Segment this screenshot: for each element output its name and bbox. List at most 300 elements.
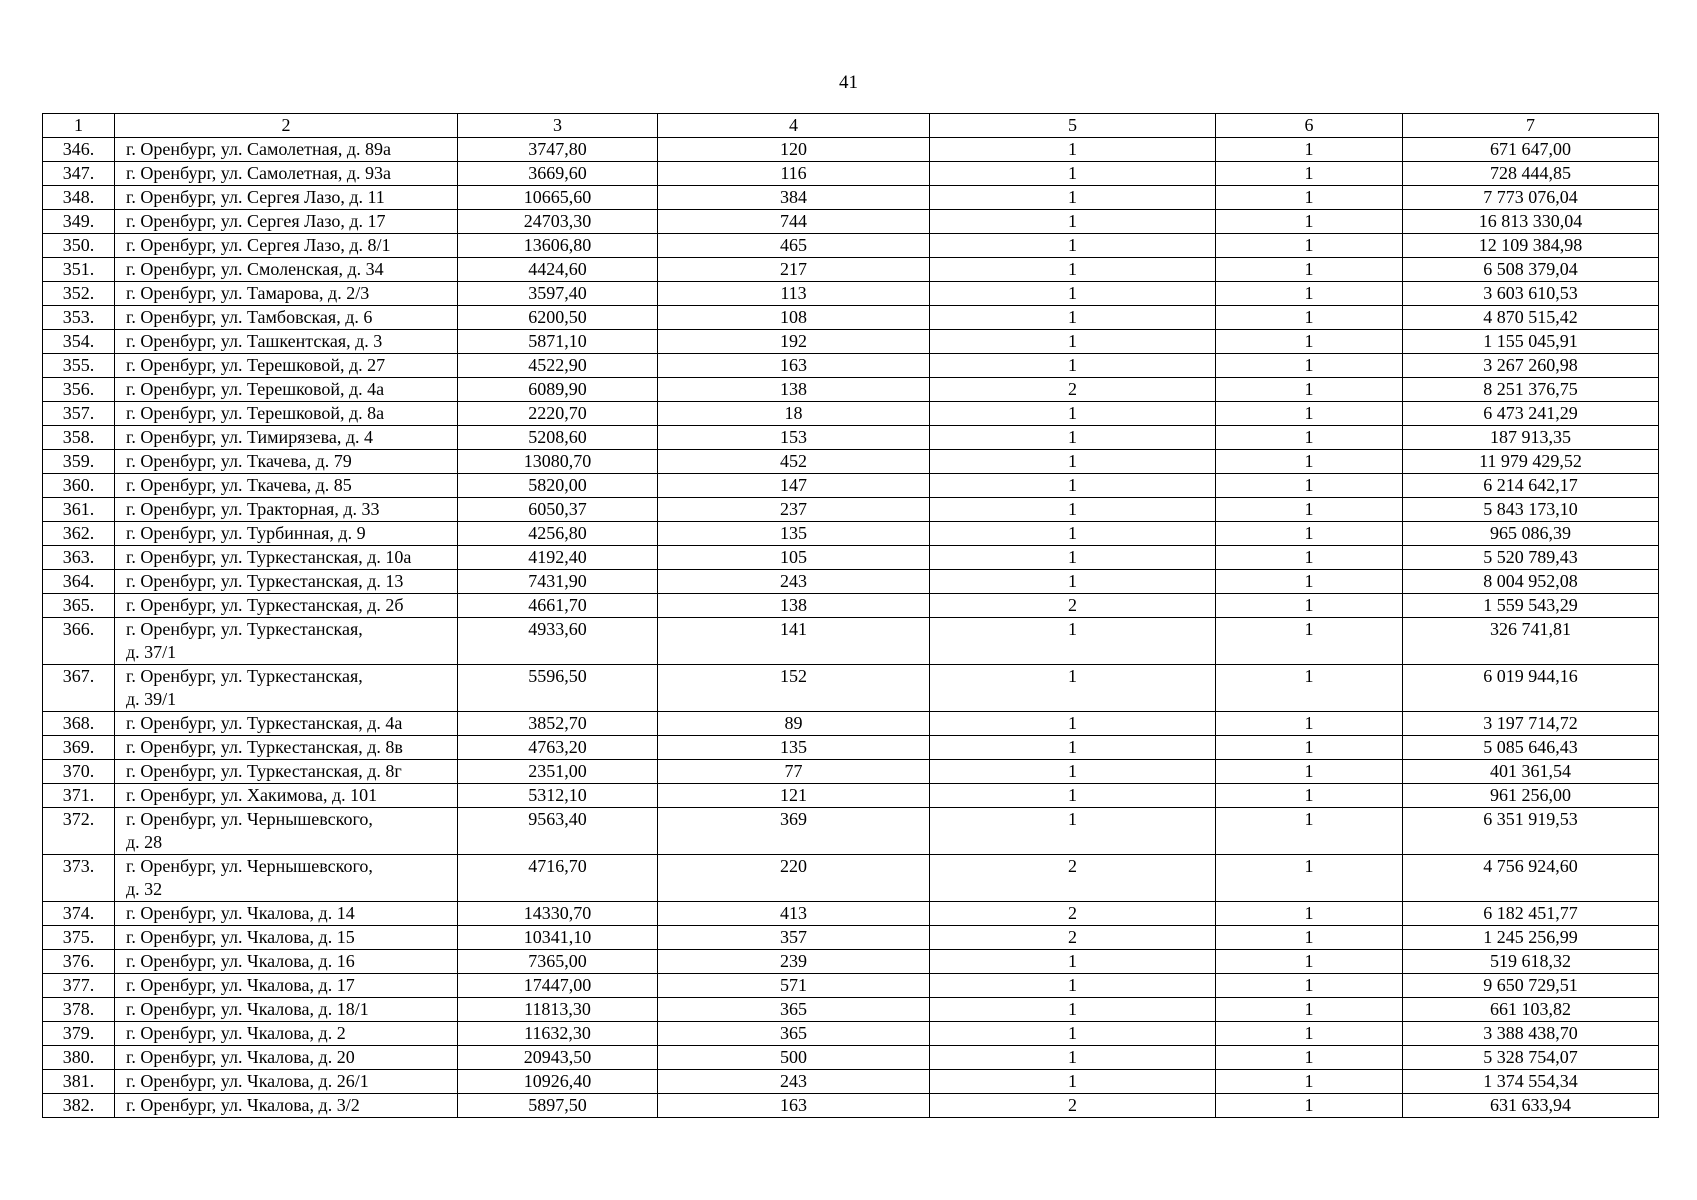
column-5-cell: 2 [930,1094,1216,1118]
area-cell: 4256,80 [458,522,658,546]
amount-cell: 5 520 789,43 [1403,546,1659,570]
column-5-cell: 2 [930,926,1216,950]
count-cell: 163 [658,354,930,378]
count-cell: 108 [658,306,930,330]
table-row [43,712,1659,736]
count-cell: 357 [658,926,930,950]
row-number-cell: 382. [43,1094,115,1118]
column-5-cell: 1 [930,950,1216,974]
column-5-cell: 1 [930,282,1216,306]
address-line: г. Оренбург, ул. Чкалова, д. 15 [126,927,355,947]
column-6-cell: 1 [1216,282,1403,306]
address-line-continued: д. 39/1 [126,689,177,709]
count-cell: 135 [658,522,930,546]
count-cell: 413 [658,902,930,926]
address-line: г. Оренбург, ул. Тамбовская, д. 6 [126,307,373,327]
column-5-cell: 1 [930,330,1216,354]
address-cell [115,1070,458,1094]
count-cell: 18 [658,402,930,426]
address-cell [115,712,458,736]
address-line: г. Оренбург, ул. Тракторная, д. 33 [126,499,380,519]
area-cell: 11813,30 [458,998,658,1022]
amount-cell: 728 444,85 [1403,162,1659,186]
area-cell: 2220,70 [458,402,658,426]
column-5-cell: 1 [930,998,1216,1022]
address-line: г. Оренбург, ул. Ткачева, д. 85 [126,475,352,495]
address-line: г. Оренбург, ул. Смоленская, д. 34 [126,259,384,279]
address-line: г. Оренбург, ул. Чкалова, д. 14 [126,903,355,923]
column-6-cell: 1 [1216,450,1403,474]
count-cell: 105 [658,546,930,570]
table-row [43,186,1659,210]
count-cell: 138 [658,594,930,618]
address-cell [115,282,458,306]
address-cell [115,234,458,258]
address-line: г. Оренбург, ул. Туркестанская, д. 8г [126,761,402,781]
count-cell: 465 [658,234,930,258]
count-cell: 452 [658,450,930,474]
table-row [43,974,1659,998]
amount-cell: 6 508 379,04 [1403,258,1659,282]
column-5-cell: 1 [930,546,1216,570]
table-row [43,618,1659,665]
amount-cell: 1 559 543,29 [1403,594,1659,618]
address-line: г. Оренбург, ул. Самолетная, д. 89а [126,139,392,159]
column-6-cell: 1 [1216,1094,1403,1118]
address-cell [115,1094,458,1118]
amount-cell: 961 256,00 [1403,784,1659,808]
count-cell: 89 [658,712,930,736]
column-5-cell: 1 [930,1070,1216,1094]
amount-cell: 326 741,81 [1403,618,1659,665]
address-line: г. Оренбург, ул. Турбинная, д. 9 [126,523,366,543]
row-number-cell: 378. [43,998,115,1022]
amount-cell: 6 182 451,77 [1403,902,1659,926]
address-cell [115,1046,458,1070]
column-6-cell: 1 [1216,522,1403,546]
address-line: г. Оренбург, ул. Терешковой, д. 8а [126,403,385,423]
address-cell [115,855,458,902]
amount-cell: 5 085 646,43 [1403,736,1659,760]
area-cell: 11632,30 [458,1022,658,1046]
row-number-cell: 363. [43,546,115,570]
amount-cell: 1 245 256,99 [1403,926,1659,950]
count-cell: 77 [658,760,930,784]
column-5-cell: 1 [930,522,1216,546]
column-6-cell: 1 [1216,926,1403,950]
address-cell [115,522,458,546]
row-number-cell: 372. [43,808,115,855]
column-header: 3 [458,114,658,138]
count-cell: 365 [658,998,930,1022]
amount-cell: 401 361,54 [1403,760,1659,784]
area-cell: 5897,50 [458,1094,658,1118]
row-number-cell: 364. [43,570,115,594]
area-cell: 13606,80 [458,234,658,258]
address-cell [115,570,458,594]
column-6-cell: 1 [1216,855,1403,902]
area-cell: 4661,70 [458,594,658,618]
table-row [43,378,1659,402]
column-5-cell: 1 [930,186,1216,210]
column-6-cell: 1 [1216,378,1403,402]
count-cell: 369 [658,808,930,855]
area-cell: 5871,10 [458,330,658,354]
area-cell: 14330,70 [458,902,658,926]
table-row [43,784,1659,808]
table-row [43,855,1659,902]
address-line: г. Оренбург, ул. Чкалова, д. 26/1 [126,1071,369,1091]
amount-cell: 8 251 376,75 [1403,378,1659,402]
amount-cell: 4 870 515,42 [1403,306,1659,330]
column-6-cell: 1 [1216,474,1403,498]
amount-cell: 8 004 952,08 [1403,570,1659,594]
address-line: г. Оренбург, ул. Ткачева, д. 79 [126,451,352,471]
address-line: г. Оренбург, ул. Чкалова, д. 20 [126,1047,355,1067]
column-5-cell: 1 [930,426,1216,450]
column-6-cell: 1 [1216,736,1403,760]
amount-cell: 4 756 924,60 [1403,855,1659,902]
address-line: г. Оренбург, ул. Туркестанская, д. 8в [126,737,403,757]
column-6-cell: 1 [1216,974,1403,998]
table-row [43,258,1659,282]
area-cell: 6089,90 [458,378,658,402]
row-number-cell: 347. [43,162,115,186]
data-table [42,113,1659,1118]
address-cell [115,450,458,474]
column-6-cell: 1 [1216,234,1403,258]
area-cell: 24703,30 [458,210,658,234]
column-header: 1 [43,114,115,138]
address-line: г. Оренбург, ул. Туркестанская, д. 4а [126,713,403,733]
amount-cell: 1 155 045,91 [1403,330,1659,354]
count-cell: 138 [658,378,930,402]
column-5-cell: 1 [930,712,1216,736]
row-number-cell: 371. [43,784,115,808]
address-line: г. Оренбург, ул. Туркестанская, [126,666,363,686]
address-line: г. Оренбург, ул. Чкалова, д. 17 [126,975,355,995]
column-6-cell: 1 [1216,1070,1403,1094]
address-line-continued: д. 28 [126,832,163,852]
address-line: г. Оренбург, ул. Сергея Лазо, д. 17 [126,211,386,231]
column-5-cell: 1 [930,760,1216,784]
area-cell: 9563,40 [458,808,658,855]
area-cell: 4192,40 [458,546,658,570]
address-cell [115,258,458,282]
column-header: 6 [1216,114,1403,138]
address-cell [115,1022,458,1046]
column-5-cell: 1 [930,210,1216,234]
row-number-cell: 377. [43,974,115,998]
row-number-cell: 348. [43,186,115,210]
table-row [43,402,1659,426]
row-number-cell: 379. [43,1022,115,1046]
row-number-cell: 367. [43,665,115,712]
row-number-cell: 350. [43,234,115,258]
count-cell: 744 [658,210,930,234]
table-row [43,902,1659,926]
address-line: г. Оренбург, ул. Чкалова, д. 2 [126,1023,346,1043]
count-cell: 121 [658,784,930,808]
column-6-cell: 1 [1216,784,1403,808]
row-number-cell: 380. [43,1046,115,1070]
area-cell: 2351,00 [458,760,658,784]
column-5-cell: 1 [930,1046,1216,1070]
area-cell: 4716,70 [458,855,658,902]
column-5-cell: 1 [930,618,1216,665]
row-number-cell: 373. [43,855,115,902]
column-5-cell: 1 [930,234,1216,258]
row-number-cell: 368. [43,712,115,736]
address-cell [115,736,458,760]
address-cell [115,594,458,618]
count-cell: 135 [658,736,930,760]
address-cell [115,902,458,926]
address-line: г. Оренбург, ул. Тимирязева, д. 4 [126,427,373,447]
column-6-cell: 1 [1216,712,1403,736]
column-5-cell: 1 [930,974,1216,998]
table-row [43,1022,1659,1046]
address-line-continued: д. 32 [126,879,163,899]
column-5-cell: 1 [930,162,1216,186]
column-6-cell: 1 [1216,1046,1403,1070]
table-row [43,594,1659,618]
amount-cell: 661 103,82 [1403,998,1659,1022]
count-cell: 239 [658,950,930,974]
address-line: г. Оренбург, ул. Туркестанская, д. 2б [126,595,404,615]
amount-cell: 6 351 919,53 [1403,808,1659,855]
column-6-cell: 1 [1216,498,1403,522]
address-cell [115,665,458,712]
address-line: г. Оренбург, ул. Чернышевского, [126,809,373,829]
column-6-cell: 1 [1216,138,1403,162]
count-cell: 192 [658,330,930,354]
area-cell: 3669,60 [458,162,658,186]
column-5-cell: 1 [930,402,1216,426]
row-number-cell: 353. [43,306,115,330]
area-cell: 7431,90 [458,570,658,594]
amount-cell: 11 979 429,52 [1403,450,1659,474]
address-cell [115,926,458,950]
area-cell: 10341,10 [458,926,658,950]
row-number-cell: 375. [43,926,115,950]
column-5-cell: 1 [930,736,1216,760]
address-cell [115,378,458,402]
address-cell [115,618,458,665]
column-5-cell: 1 [930,474,1216,498]
row-number-cell: 352. [43,282,115,306]
column-6-cell: 1 [1216,998,1403,1022]
area-cell: 6050,37 [458,498,658,522]
count-cell: 237 [658,498,930,522]
table-row [43,998,1659,1022]
column-5-cell: 1 [930,1022,1216,1046]
address-line: г. Оренбург, ул. Чкалова, д. 16 [126,951,355,971]
address-cell [115,354,458,378]
row-number-cell: 361. [43,498,115,522]
amount-cell: 3 388 438,70 [1403,1022,1659,1046]
address-cell [115,760,458,784]
address-cell [115,974,458,998]
count-cell: 217 [658,258,930,282]
count-cell: 571 [658,974,930,998]
address-line: г. Оренбург, ул. Туркестанская, д. 10а [126,547,412,567]
area-cell: 5820,00 [458,474,658,498]
row-number-cell: 366. [43,618,115,665]
area-cell: 3852,70 [458,712,658,736]
column-6-cell: 1 [1216,258,1403,282]
area-cell: 6200,50 [458,306,658,330]
address-line: г. Оренбург, ул. Самолетная, д. 93а [126,163,392,183]
table-row [43,570,1659,594]
table-row [43,760,1659,784]
table-row [43,306,1659,330]
amount-cell: 631 633,94 [1403,1094,1659,1118]
column-5-cell: 1 [930,138,1216,162]
column-6-cell: 1 [1216,402,1403,426]
amount-cell: 16 813 330,04 [1403,210,1659,234]
table-row [43,162,1659,186]
address-line: г. Оренбург, ул. Сергея Лазо, д. 8/1 [126,235,391,255]
column-6-cell: 1 [1216,186,1403,210]
count-cell: 113 [658,282,930,306]
amount-cell: 6 019 944,16 [1403,665,1659,712]
amount-cell: 6 473 241,29 [1403,402,1659,426]
area-cell: 3747,80 [458,138,658,162]
count-cell: 152 [658,665,930,712]
count-cell: 220 [658,855,930,902]
area-cell: 5208,60 [458,426,658,450]
column-header: 7 [1403,114,1659,138]
count-cell: 384 [658,186,930,210]
address-cell [115,162,458,186]
count-cell: 243 [658,570,930,594]
address-cell [115,950,458,974]
address-cell [115,186,458,210]
row-number-cell: 369. [43,736,115,760]
row-number-cell: 356. [43,378,115,402]
table-row [43,1046,1659,1070]
address-line: г. Оренбург, ул. Чкалова, д. 3/2 [126,1095,360,1115]
count-cell: 163 [658,1094,930,1118]
address-cell [115,474,458,498]
column-5-cell: 2 [930,378,1216,402]
column-5-cell: 1 [930,784,1216,808]
row-number-cell: 355. [43,354,115,378]
table-row [43,498,1659,522]
address-cell [115,498,458,522]
table-row [43,736,1659,760]
area-cell: 5596,50 [458,665,658,712]
table-row [43,926,1659,950]
amount-cell: 3 603 610,53 [1403,282,1659,306]
area-cell: 5312,10 [458,784,658,808]
address-line: г. Оренбург, ул. Терешковой, д. 27 [126,355,386,375]
row-number-cell: 381. [43,1070,115,1094]
table-row [43,665,1659,712]
amount-cell: 5 328 754,07 [1403,1046,1659,1070]
area-cell: 3597,40 [458,282,658,306]
column-6-cell: 1 [1216,354,1403,378]
address-line: г. Оренбург, ул. Ташкентская, д. 3 [126,331,383,351]
amount-cell: 3 197 714,72 [1403,712,1659,736]
area-cell: 4424,60 [458,258,658,282]
column-6-cell: 1 [1216,950,1403,974]
address-line: г. Оренбург, ул. Тамарова, д. 2/3 [126,283,370,303]
column-5-cell: 1 [930,450,1216,474]
amount-cell: 3 267 260,98 [1403,354,1659,378]
table-row [43,426,1659,450]
amount-cell: 671 647,00 [1403,138,1659,162]
column-header: 5 [930,114,1216,138]
column-6-cell: 1 [1216,760,1403,784]
table-row [43,210,1659,234]
column-header: 4 [658,114,930,138]
table-row [43,282,1659,306]
table-row [43,450,1659,474]
row-number-cell: 359. [43,450,115,474]
count-cell: 500 [658,1046,930,1070]
address-line-continued: д. 37/1 [126,642,177,662]
address-cell [115,138,458,162]
area-cell: 4933,60 [458,618,658,665]
column-6-cell: 1 [1216,210,1403,234]
row-number-cell: 362. [43,522,115,546]
address-line: г. Оренбург, ул. Терешковой, д. 4а [126,379,385,399]
address-line: г. Оренбург, ул. Чернышевского, [126,856,373,876]
address-line: г. Оренбург, ул. Хакимова, д. 101 [126,785,378,805]
table-row [43,354,1659,378]
area-cell: 20943,50 [458,1046,658,1070]
table-row [43,474,1659,498]
amount-cell: 5 843 173,10 [1403,498,1659,522]
column-6-cell: 1 [1216,570,1403,594]
address-cell [115,426,458,450]
column-5-cell: 1 [930,498,1216,522]
table-row [43,522,1659,546]
column-6-cell: 1 [1216,665,1403,712]
column-6-cell: 1 [1216,1022,1403,1046]
column-header: 2 [115,114,458,138]
amount-cell: 965 086,39 [1403,522,1659,546]
row-number-cell: 357. [43,402,115,426]
table-row [43,1094,1659,1118]
row-number-cell: 351. [43,258,115,282]
table-row [43,138,1659,162]
header-row [43,114,1659,138]
area-cell: 4763,20 [458,736,658,760]
column-5-cell: 2 [930,902,1216,926]
area-cell: 17447,00 [458,974,658,998]
count-cell: 116 [658,162,930,186]
area-cell: 10665,60 [458,186,658,210]
area-cell: 7365,00 [458,950,658,974]
address-cell [115,998,458,1022]
row-number-cell: 376. [43,950,115,974]
column-6-cell: 1 [1216,594,1403,618]
count-cell: 141 [658,618,930,665]
area-cell: 10926,40 [458,1070,658,1094]
row-number-cell: 360. [43,474,115,498]
column-5-cell: 2 [930,855,1216,902]
column-6-cell: 1 [1216,808,1403,855]
address-cell [115,546,458,570]
column-6-cell: 1 [1216,306,1403,330]
column-6-cell: 1 [1216,426,1403,450]
address-cell [115,330,458,354]
column-6-cell: 1 [1216,618,1403,665]
amount-cell: 12 109 384,98 [1403,234,1659,258]
